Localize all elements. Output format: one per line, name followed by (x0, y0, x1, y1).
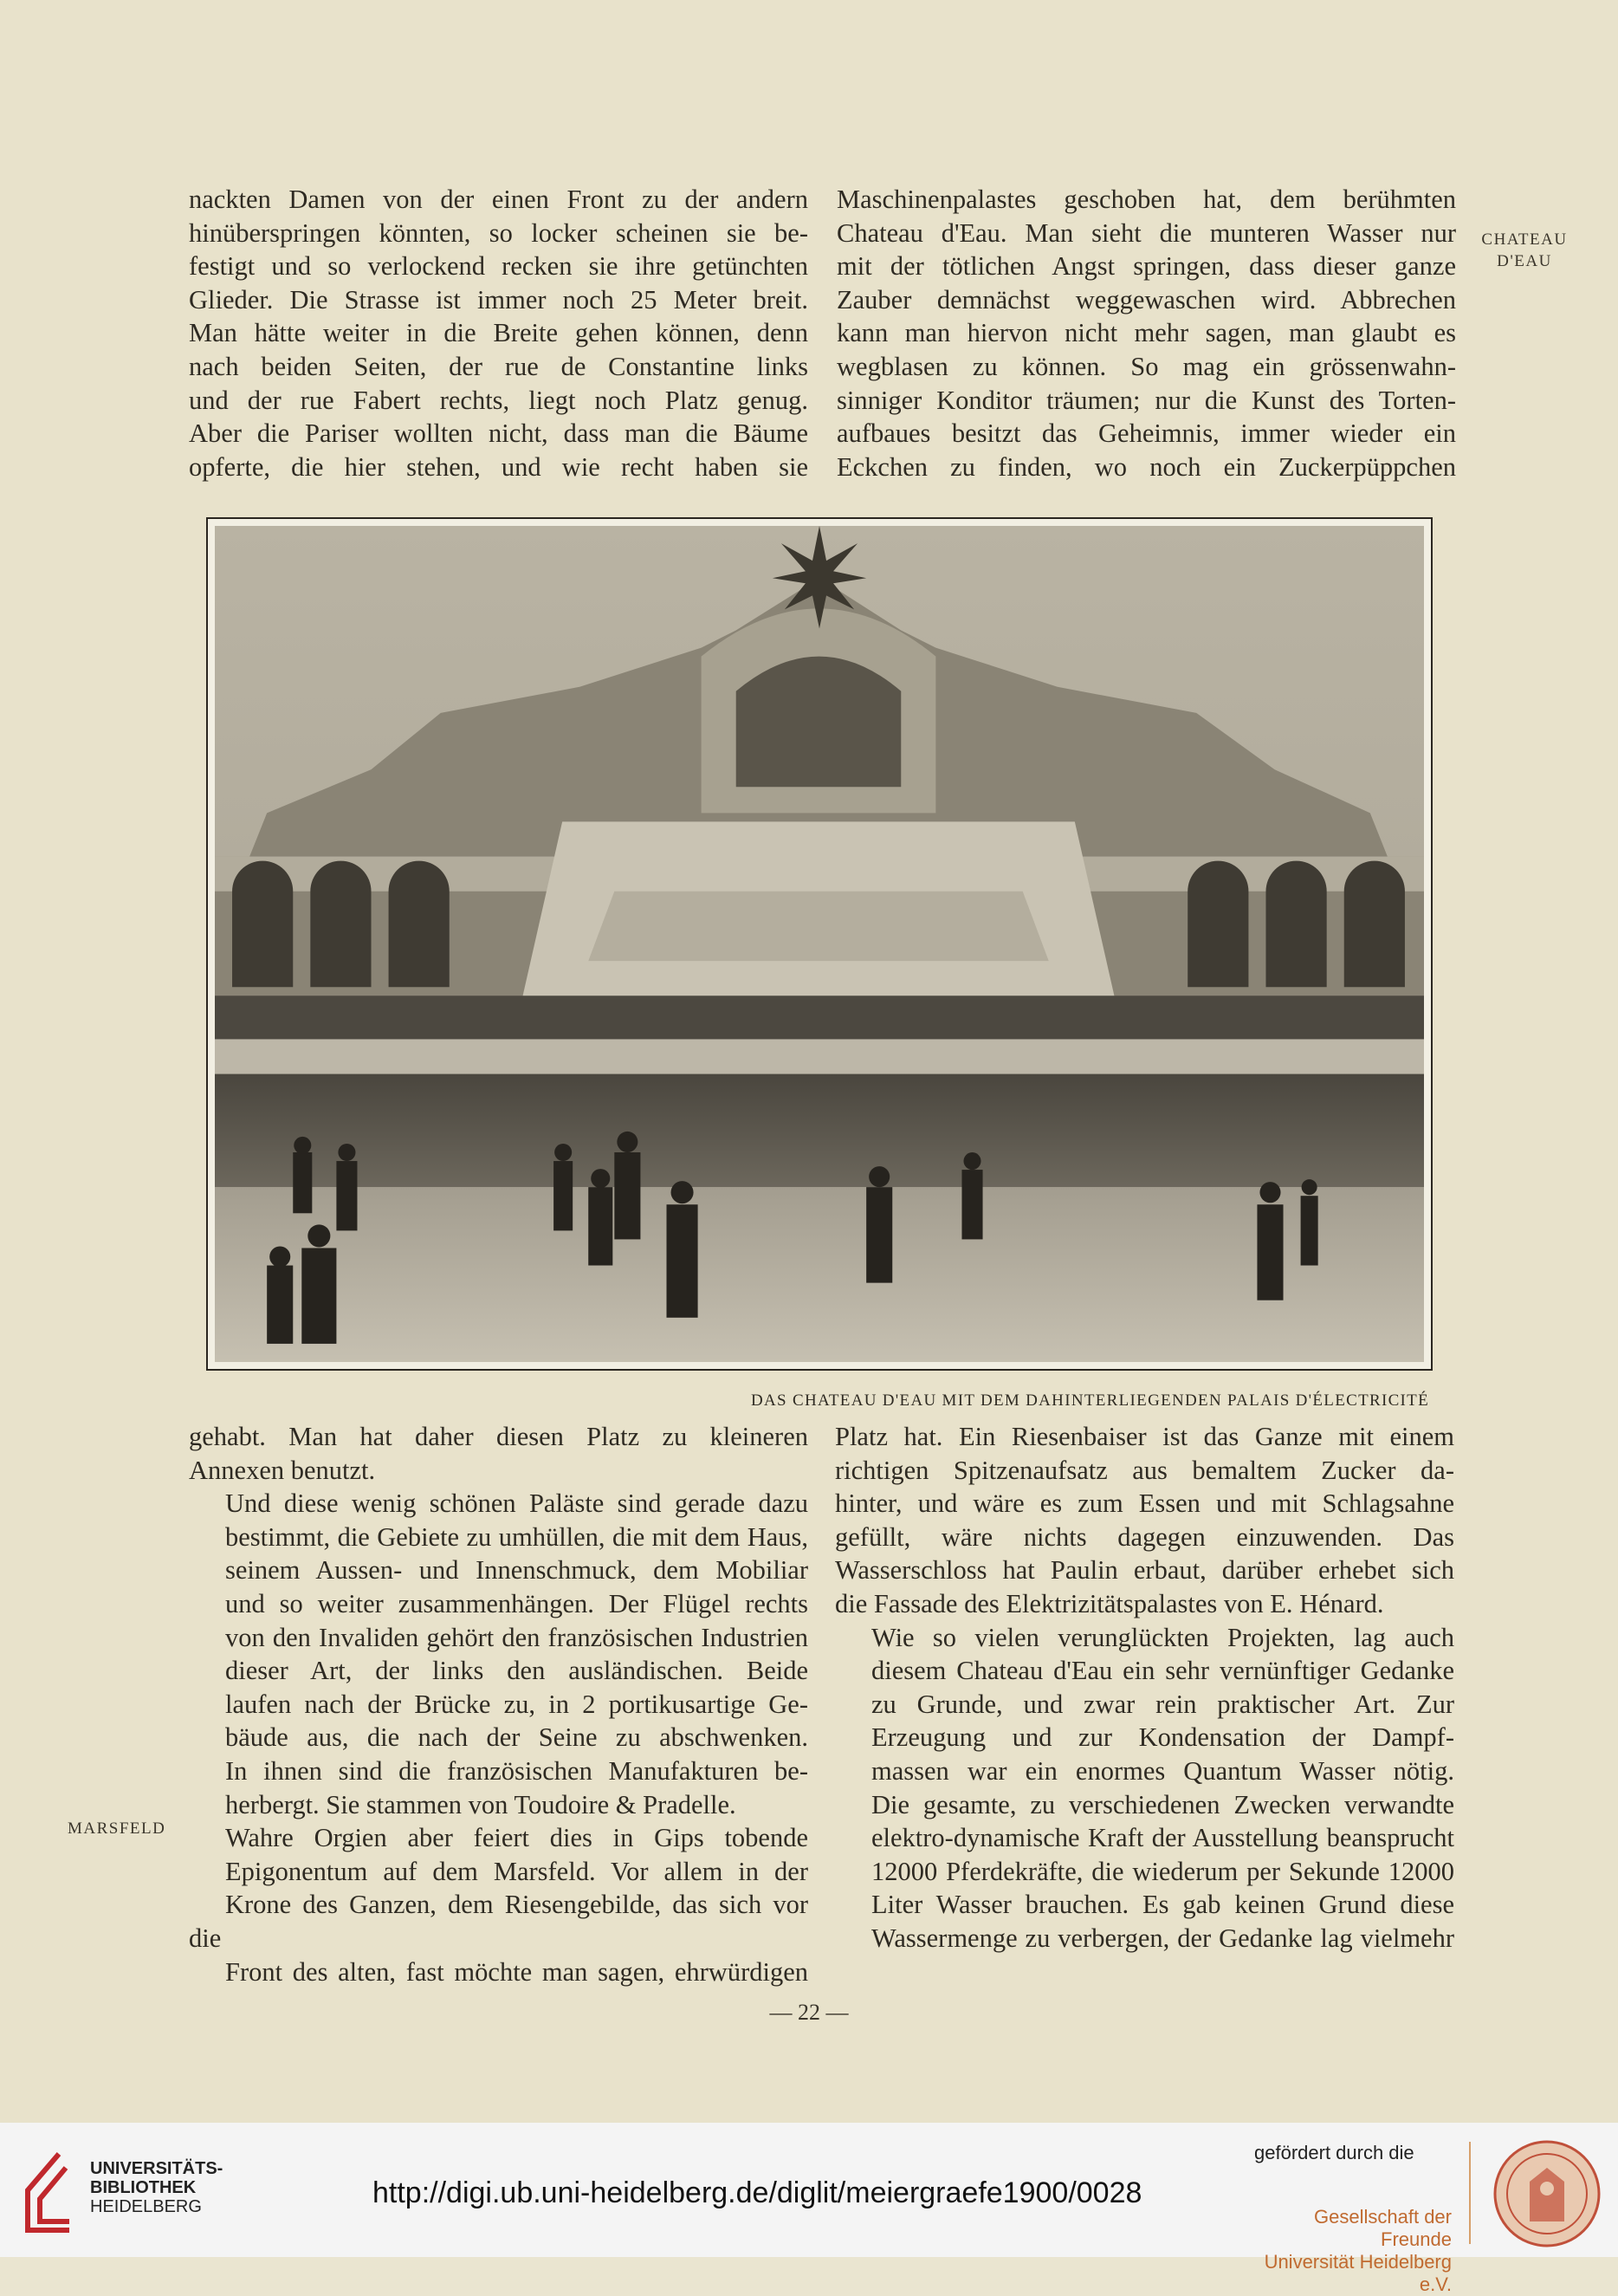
margin-note-chateau-deau (1472, 229, 1576, 272)
text-line: diesem Chateau d'Eau ein sehr vernünftiger Gedanke (871, 1656, 1454, 1686)
text-line: 12000 Pferdekräfte, die wiederum per Sekunde 12000 (871, 1856, 1454, 1886)
sponsor-name-line: Gesellschaft der Freunde (1314, 2206, 1452, 2250)
text-line: opferte, die hier stehen, und wie recht haben sie (189, 451, 808, 482)
left-column-bottom (189, 1420, 808, 1988)
text-line: In ihnen sind die französischen Manufakturen be- (225, 1755, 808, 1786)
library-name-line: BIBLIOTHEK (90, 2178, 197, 2197)
text-line: Wie so vielen verunglückten Projekten, lag auch (871, 1622, 1454, 1652)
text-line: zu Grunde, und zwar rein praktischer Art. Zur (871, 1689, 1454, 1719)
text-line: und so weiter zusammenhängen. Der Flügel rechts (225, 1588, 808, 1618)
university-library-logo-icon (16, 2149, 81, 2235)
text-line: dieser Art, der links den ausländischen. Beide (225, 1656, 808, 1686)
left-column-top (189, 183, 808, 483)
library-name-line: HEIDELBERG (90, 2197, 202, 2216)
text-line: mit der tötlichen Angst springen, dass dieser ganze (837, 251, 1456, 282)
sponsor-label: gefördert durch die (1254, 2142, 1414, 2163)
text-line: Aber die Pariser wollten nicht, dass man die Bäume (189, 418, 808, 449)
margin-note-marsfeld: MARSFELD (68, 1819, 166, 1838)
text-line: die Fassade des Elektrizitätspalastes von E. Hénard. (835, 1588, 1384, 1618)
text-line: sinniger Konditor träumen; nur die Kunst des Torten- (837, 385, 1456, 415)
paragraph (835, 1621, 1454, 1955)
text-line: elektro-dynamische Kraft der Ausstellung beansprucht (871, 1823, 1454, 1853)
text-line: Liter Wasser brauchen. Es gab keinen Grund diese (871, 1890, 1454, 1920)
library-name (90, 2159, 223, 2216)
text-line: von den Invaliden gehört den französischen Industrien (225, 1622, 808, 1652)
right-column-bottom (835, 1420, 1454, 1955)
university-seal-icon (1492, 2138, 1602, 2249)
text-line: Die gesamte, zu verschiedenen Zwecken verwandte (871, 1789, 1454, 1819)
text-line: gefüllt, wäre nichts dagegen einzuwenden. Das (835, 1521, 1454, 1552)
text-line: bäude aus, die nach der Seine zu abschwenken. (225, 1722, 808, 1753)
digitization-footer (0, 2123, 1618, 2295)
text-line: Krone des Ganzen, dem Riesengebilde, das sich vor die (189, 1890, 808, 1953)
text-line: laufen nach der Brücke zu, in 2 portikusartige Ge- (225, 1689, 808, 1719)
text-line: aufbaues besitzt das Geheimnis, immer wieder ein (837, 418, 1456, 449)
text-line: festigt und so verlockend recken sie ihre getünchten (189, 251, 808, 282)
text-line: Eckchen zu finden, wo noch ein Zuckerpüppchen (837, 451, 1456, 482)
text-line: Erzeugung und zur Kondensation der Dampf- (871, 1722, 1454, 1753)
text-line: nach beiden Seiten, der rue de Constantine links (189, 351, 808, 381)
sponsor-name-line: Universität Heidelberg e.V. (1264, 2251, 1452, 2295)
text-line: Glieder. Die Strasse ist immer noch 25 Meter breit. (189, 284, 808, 315)
text-line: herbergt. Sie stammen von Toudoire & Pradelle. (225, 1789, 736, 1819)
text-line: Annexen benutzt. (189, 1455, 376, 1485)
text-line: hinter, und wäre es zum Essen und mit Schlagsahne (835, 1489, 1454, 1519)
margin-note-line: CHATEAU (1481, 230, 1568, 249)
text-line: Zauber demnächst weggewaschen wird. Abbrechen (837, 284, 1456, 315)
text-line: hinüberspringen könnten, so locker scheinen sie be- (189, 217, 808, 248)
photograph-illustration (215, 526, 1424, 1362)
text-line: Maschinenpalastes geschoben hat, dem berühmten (837, 185, 1456, 214)
text-line: gehabt. Man hat daher diesen Platz zu kleineren (189, 1422, 808, 1451)
right-column-top (837, 183, 1456, 483)
text-line: Wassermenge zu verbergen, der Gedanke lag vielmehr (871, 1923, 1454, 1953)
text-line: Wahre Orgien aber feiert dies in Gips tobende (225, 1823, 808, 1853)
margin-note-line: D'EAU (1497, 252, 1552, 270)
text-line: massen war ein enormes Quantum Wasser nötig. (871, 1755, 1454, 1786)
source-url-link[interactable]: http://digi.ub.uni-heidelberg.de/diglit/meiergraefe1900/0028 (372, 2176, 1142, 2209)
paragraph (835, 1420, 1454, 1621)
text-line: und der rue Fabert rechts, liegt noch Platz genug. (189, 385, 808, 415)
paragraph (189, 1487, 808, 1821)
text-line: Chateau d'Eau. Man sieht die munteren Wasser nur (837, 217, 1456, 248)
paragraph (189, 1821, 808, 1988)
library-name-line: UNIVERSITÄTS- (90, 2159, 223, 2178)
photograph-chateau-deau (215, 526, 1424, 1362)
photo-frame (206, 517, 1433, 1371)
text-line: Platz hat. Ein Riesenbaiser ist das Ganze mit einem (835, 1422, 1454, 1451)
text-line: Wasserschloss hat Paulin erbaut, darüber erhebet sich (835, 1555, 1454, 1586)
text-line: kann man hiervon nicht mehr sagen, man glaubt es (837, 318, 1456, 348)
text-line: seinem Aussen- und Innenschmuck, dem Mobiliar (225, 1555, 808, 1586)
text-line: Epigonentum auf dem Marsfeld. Vor allem in der (225, 1856, 808, 1886)
text-line: Front des alten, fast möchte man sagen, ehrwürdigen (225, 1956, 808, 1987)
sponsor-name (1246, 2206, 1452, 2296)
footer-divider (1469, 2142, 1471, 2244)
photo-caption: DAS CHATEAU D'EAU MIT DEM DAHINTERLIEGENDEN PALAIS D'ÉLECTRICITÉ (751, 1391, 1429, 1410)
paragraph (189, 1420, 808, 1487)
text-line: Man hätte weiter in die Breite gehen können, denn (189, 318, 808, 348)
text-line: bestimmt, die Gebiete zu umhüllen, die mit dem Haus, (225, 1521, 808, 1552)
page-number: — 22 — (769, 2000, 849, 2025)
text-line: nackten Damen von der einen Front zu der andern (189, 185, 808, 214)
text-line: richtigen Spitzenaufsatz aus bemaltem Zucker da- (835, 1455, 1454, 1485)
text-line: Und diese wenig schönen Paläste sind gerade dazu (225, 1489, 808, 1519)
text-line: wegblasen zu können. So mag ein grössenwahn- (837, 351, 1456, 381)
